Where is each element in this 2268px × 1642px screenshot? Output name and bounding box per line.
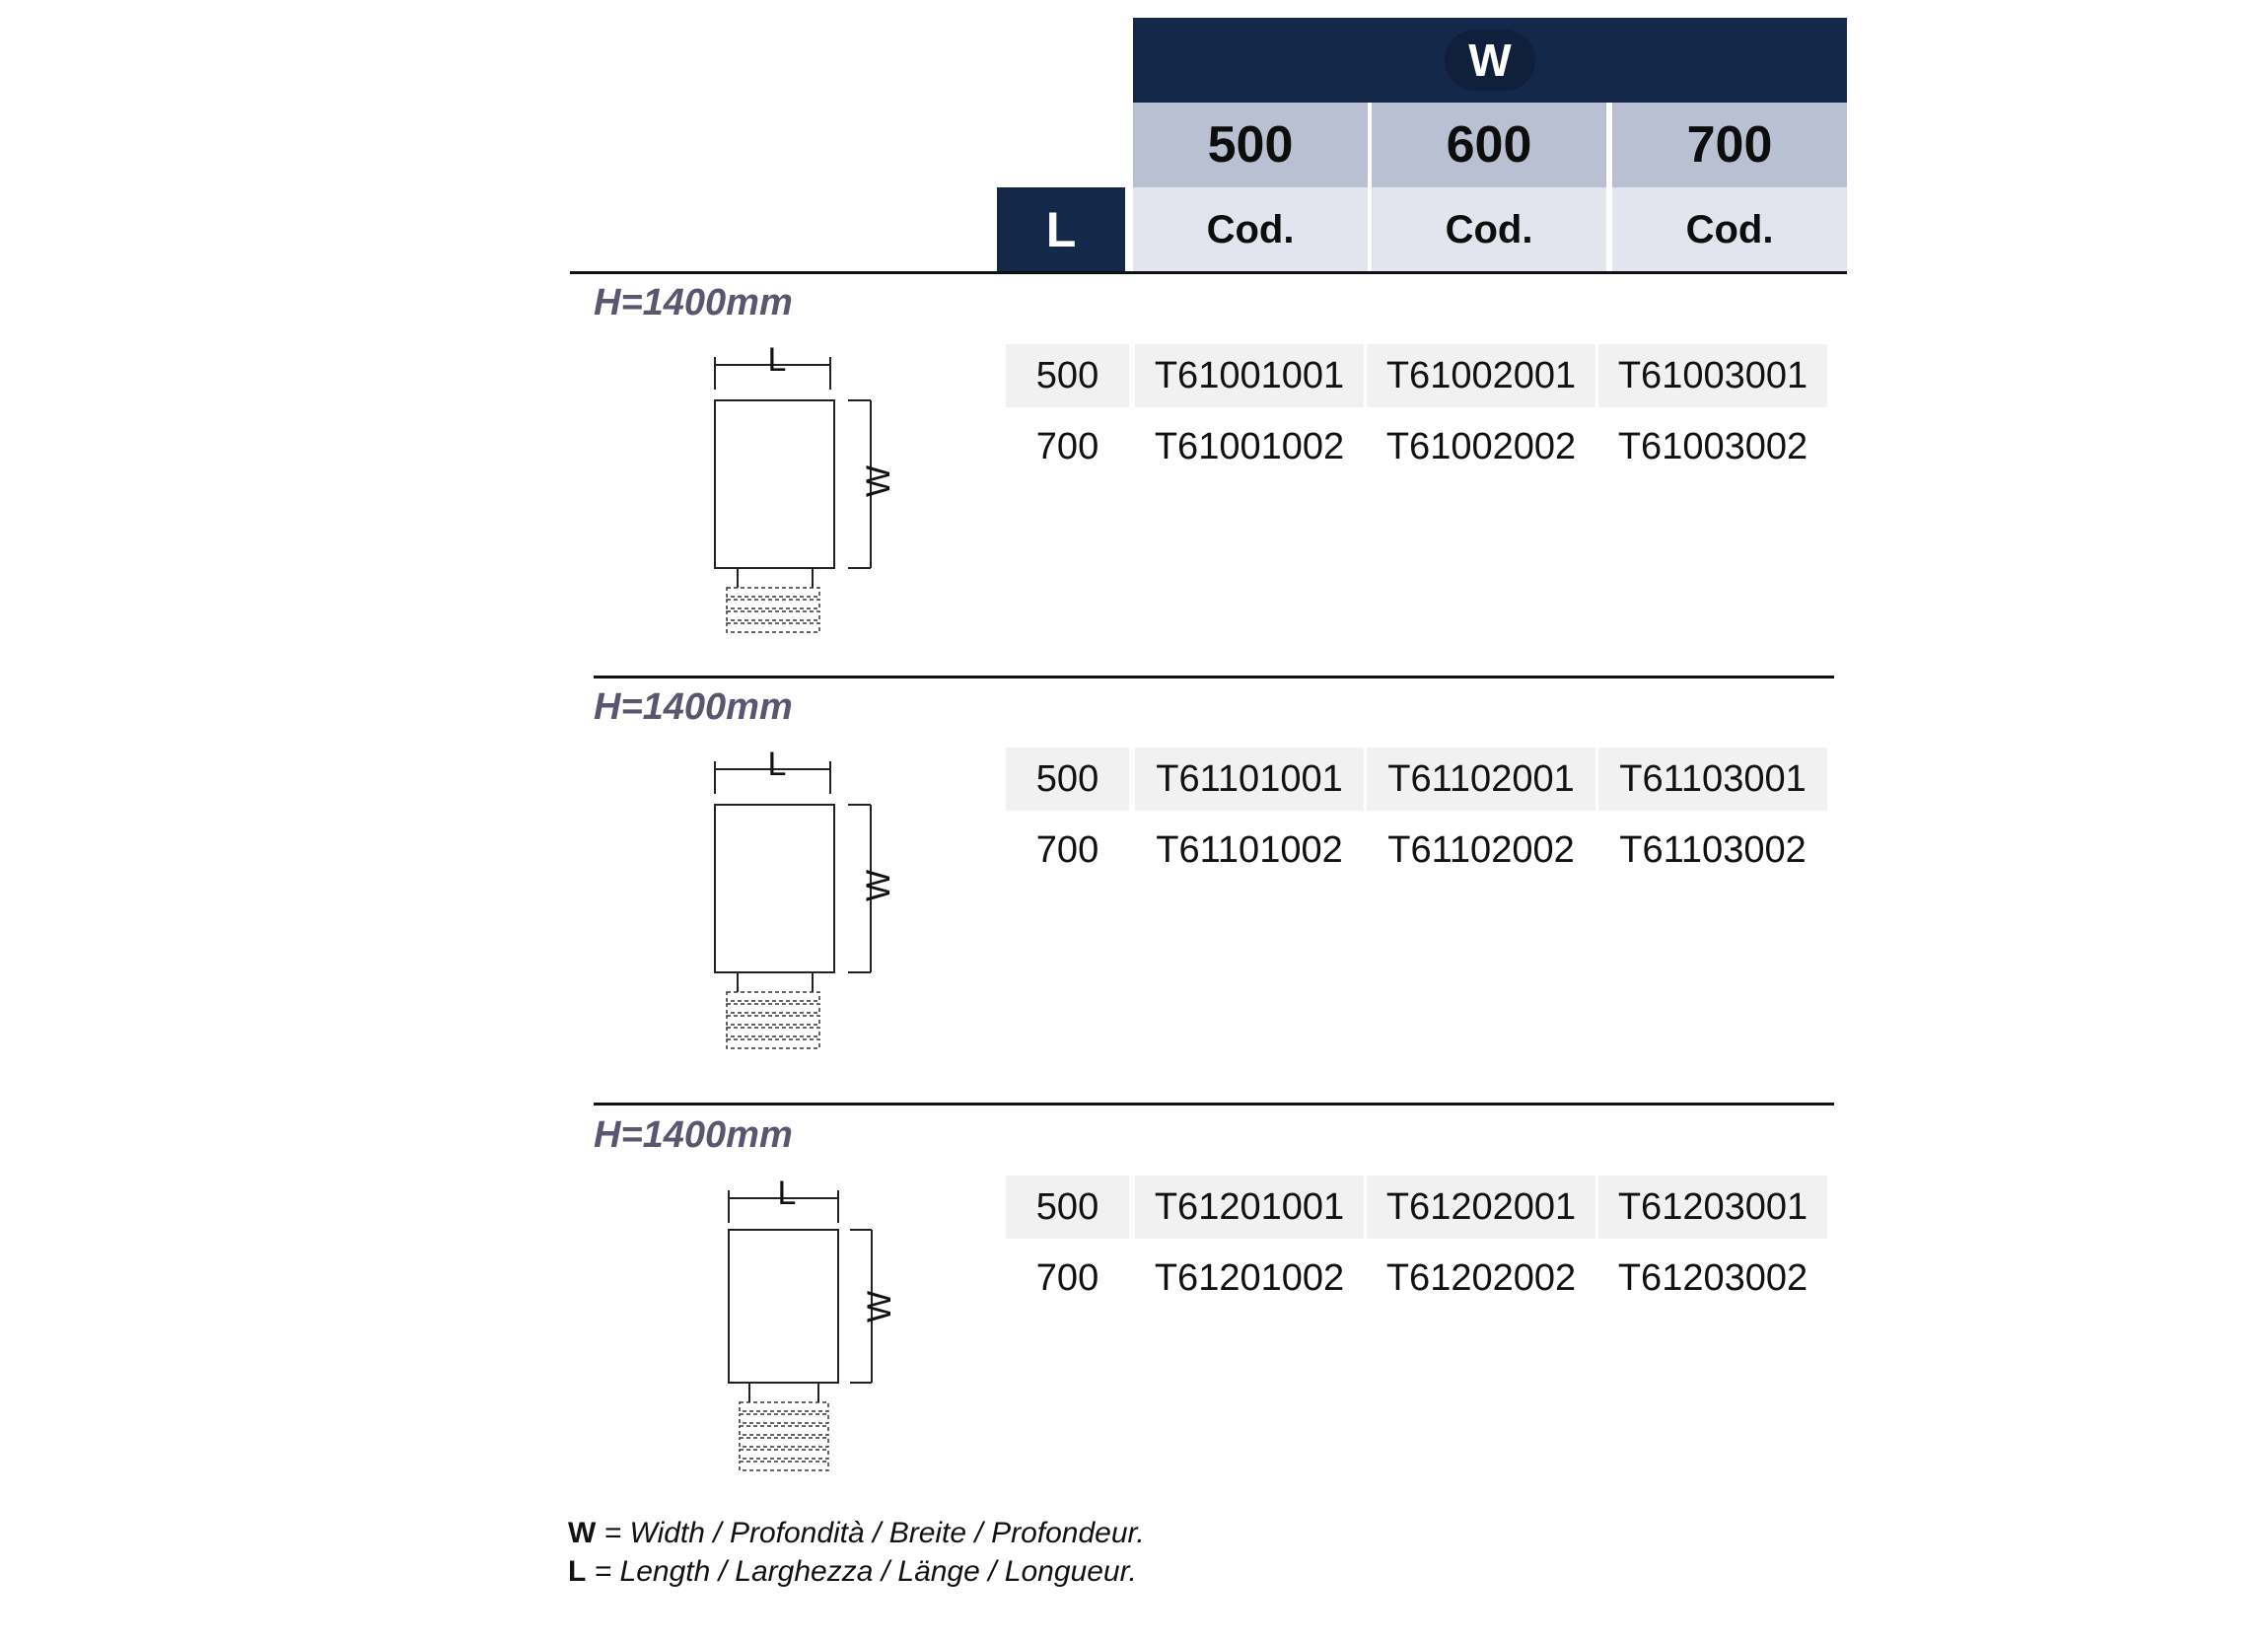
- section-1-row-1-code-1: T61001001: [1135, 344, 1364, 407]
- section-1-row-2-code-2: T61002002: [1385, 425, 1577, 467]
- section-1-row-1-code-3: T61003001: [1598, 344, 1827, 407]
- column-size-600: 600: [1372, 103, 1606, 187]
- section-2-title: H=1400mm: [594, 686, 793, 728]
- section-2-row-1-code-1: T61101001: [1135, 748, 1364, 811]
- l-header: L: [997, 187, 1125, 272]
- section-1-diagram-w-label: W: [860, 464, 897, 498]
- legend-l: [568, 1555, 1137, 1589]
- section-3-row-1-l: 500: [1006, 1176, 1129, 1239]
- section-2-row-1-code-3: T61103001: [1598, 748, 1827, 811]
- section-divider: [594, 1103, 1834, 1106]
- w-header-label: W: [1445, 30, 1535, 91]
- section-1-title: H=1400mm: [594, 282, 793, 323]
- column-cod-1: Cod.: [1133, 187, 1368, 272]
- section-1-diagram-l-label: L: [767, 341, 787, 379]
- column-size-500: 500: [1133, 103, 1368, 187]
- section-3-diagram-w-label: W: [861, 1290, 898, 1323]
- section-3-row-1-code-2: T61202001: [1367, 1176, 1595, 1239]
- legend-w-key: W: [568, 1517, 597, 1549]
- legend-l-key: L: [568, 1555, 587, 1588]
- section-3-title: H=1400mm: [594, 1114, 793, 1156]
- section-2-row-1-l: 500: [1006, 748, 1129, 811]
- section-1-row-2-code-1: T61001002: [1154, 425, 1345, 467]
- section-3-row-2-code-2: T61202002: [1385, 1256, 1577, 1299]
- column-size-700: 700: [1612, 103, 1847, 187]
- section-2-row-2-code-2: T61102002: [1387, 828, 1575, 871]
- section-1-row-1-code-2: T61002001: [1367, 344, 1595, 407]
- column-cod-2: Cod.: [1372, 187, 1606, 272]
- section-1-diagram: [690, 335, 917, 641]
- section-2-row-1-code-2: T61102001: [1367, 748, 1595, 811]
- section-3-diagram: [700, 1169, 927, 1494]
- column-cod-3: Cod.: [1612, 187, 1847, 272]
- section-divider: [594, 676, 1834, 678]
- section-1-row-2-l: 700: [1035, 425, 1099, 467]
- section-3-row-2-code-3: T61203002: [1617, 1256, 1808, 1299]
- section-3-row-1-code-1: T61201001: [1135, 1176, 1364, 1239]
- section-3-row-2-l: 700: [1035, 1256, 1099, 1299]
- section-2-row-2-code-1: T61101002: [1156, 828, 1343, 871]
- section-2-diagram: [690, 740, 917, 1065]
- section-3-diagram-l-label: L: [777, 1175, 797, 1212]
- section-3-row-2-code-1: T61201002: [1154, 1256, 1345, 1299]
- section-2-diagram-l-label: L: [767, 746, 787, 783]
- section-2-row-2-l: 700: [1035, 828, 1099, 871]
- section-3-row-1-code-3: T61203001: [1598, 1176, 1827, 1239]
- section-2-diagram-w-label: W: [860, 869, 897, 902]
- w-header: [1133, 18, 1847, 103]
- legend-w-text: = Width / Profondità / Breite / Profondeur.: [596, 1517, 1145, 1549]
- section-1-row-1-l: 500: [1006, 344, 1129, 407]
- header-divider: [570, 271, 1847, 274]
- section-1-row-2-code-3: T61003002: [1617, 425, 1808, 467]
- legend-l-text: = Length / Larghezza / Länge / Longueur.: [586, 1555, 1137, 1588]
- section-2-row-2-code-3: T61103002: [1619, 828, 1807, 871]
- legend-w: [568, 1517, 1145, 1550]
